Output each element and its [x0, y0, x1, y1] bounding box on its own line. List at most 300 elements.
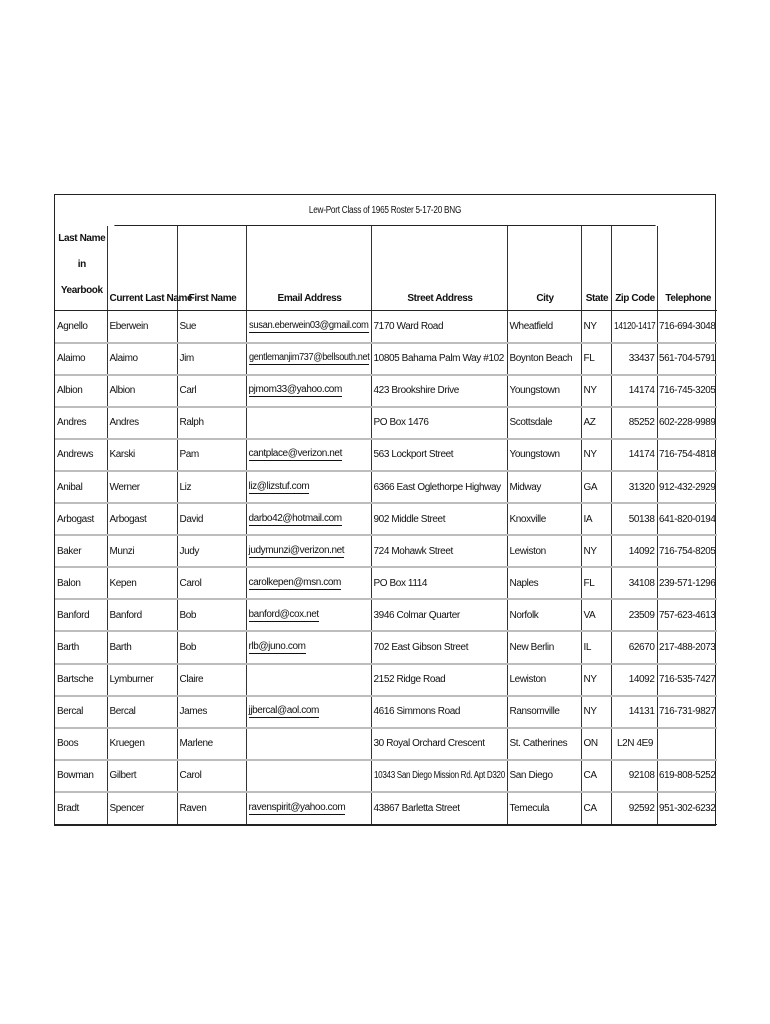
- cell-current-name-text: Karski: [109, 449, 135, 461]
- cell-zip-text: 14174: [628, 449, 655, 461]
- cell-first-name: [177, 471, 246, 503]
- cell-street-text: 10343 San Diego Mission Rd. Apt D320: [373, 770, 505, 782]
- cell-zip-text: 23509: [628, 609, 655, 621]
- cell-phone: [657, 471, 717, 503]
- cell-current-name: [107, 792, 177, 824]
- cell-first-name: [177, 728, 246, 760]
- cell-current-name: [107, 471, 177, 503]
- cell-yearbook-name: [55, 471, 107, 503]
- cell-first-name-text: Jim: [179, 353, 194, 365]
- cell-yearbook-name-text: Albion: [57, 385, 83, 397]
- cell-zip: [611, 599, 657, 631]
- cell-yearbook-name: [55, 696, 107, 728]
- cell-zip-text: L2N 4E9: [616, 738, 654, 750]
- cell-current-name: [107, 311, 177, 343]
- cell-zip-text: 50138: [628, 513, 655, 525]
- cell-email: [246, 760, 371, 792]
- cell-state: [581, 439, 611, 471]
- cell-phone: [657, 407, 717, 439]
- cell-zip: [611, 311, 657, 343]
- cell-street-text: 702 East Gibson Street: [373, 641, 469, 653]
- cell-first-name-text: Sue: [179, 320, 197, 332]
- cell-first-name-text: Ralph: [179, 417, 204, 429]
- cell-city: [507, 631, 581, 663]
- cell-current-name: [107, 535, 177, 567]
- cell-phone-text: 757-623-4613: [658, 609, 715, 621]
- cell-street-text: 4616 Simmons Road: [373, 706, 461, 718]
- cell-email: [246, 407, 371, 439]
- cell-yearbook-name: [55, 343, 107, 375]
- header-yearbook-name: Last Name in Yearbook: [55, 226, 107, 311]
- cell-first-name-text: Liz: [179, 481, 192, 493]
- cell-state-text: AZ: [583, 417, 596, 429]
- cell-email: [246, 631, 371, 663]
- cell-current-name: [107, 631, 177, 663]
- cell-first-name: [177, 599, 246, 631]
- cell-email: [246, 439, 371, 471]
- cell-city: [507, 503, 581, 535]
- cell-yearbook-name-text: Agnello: [57, 320, 88, 332]
- cell-state: [581, 599, 611, 631]
- cell-state-text: CA: [583, 802, 597, 814]
- table-row: [55, 311, 717, 343]
- cell-phone-text: 619-808-5252: [658, 770, 715, 782]
- cell-zip: [611, 792, 657, 824]
- cell-first-name: [177, 567, 246, 599]
- cell-zip: [611, 343, 657, 375]
- cell-phone-text: 716-754-8205: [658, 545, 715, 557]
- cell-zip-text: 33437: [628, 353, 655, 365]
- cell-phone-text: 239-571-1296: [658, 577, 715, 589]
- cell-yearbook-name: [55, 631, 107, 663]
- table-row: [55, 631, 717, 663]
- cell-first-name-text: David: [179, 513, 204, 525]
- email-link[interactable]: banford@cox.net: [248, 608, 319, 620]
- cell-first-name-text: Carl: [179, 385, 197, 397]
- cell-state-text: NY: [583, 385, 597, 397]
- roster-sheet: [54, 194, 716, 826]
- cell-zip-text: 85252: [628, 417, 655, 429]
- header-zip: Zip Code: [611, 226, 657, 311]
- cell-city-text: San Diego: [509, 770, 553, 782]
- cell-phone-text: 716-754-4818: [658, 449, 715, 461]
- cell-state: [581, 311, 611, 343]
- cell-phone-text: 716-694-3048: [658, 320, 715, 332]
- cell-street-text: 10805 Bahama Palm Way #102: [373, 353, 504, 365]
- cell-zip-text: 14120-1417: [613, 320, 655, 332]
- cell-yearbook-name: [55, 760, 107, 792]
- cell-phone: [657, 664, 717, 696]
- cell-city: [507, 311, 581, 343]
- cell-phone: [657, 760, 717, 792]
- cell-current-name: [107, 439, 177, 471]
- cell-phone-text: 716-745-3205: [658, 385, 715, 397]
- cell-state-text: NY: [583, 320, 597, 332]
- cell-yearbook-name: [55, 375, 107, 407]
- cell-street-text: 3946 Colmar Quarter: [373, 609, 460, 621]
- cell-email: [246, 664, 371, 696]
- cell-city: [507, 471, 581, 503]
- cell-city: [507, 407, 581, 439]
- email-link[interactable]: jjbercal@aol.com: [248, 705, 319, 717]
- cell-email: [246, 471, 371, 503]
- cell-yearbook-name-text: Andres: [57, 417, 87, 429]
- cell-first-name: [177, 664, 246, 696]
- cell-phone-text: 561-704-5791: [658, 353, 715, 365]
- cell-first-name-text: Raven: [179, 802, 207, 814]
- table-row: [55, 664, 717, 696]
- table-row: [55, 599, 717, 631]
- cell-zip-text: 92592: [628, 802, 655, 814]
- cell-city-text: Naples: [509, 577, 539, 589]
- cell-street: [371, 696, 507, 728]
- table-row: [55, 343, 717, 375]
- cell-first-name: [177, 503, 246, 535]
- email-link[interactable]: pjmom33@yahoo.com: [248, 384, 342, 396]
- cell-first-name: [177, 696, 246, 728]
- cell-state: [581, 696, 611, 728]
- cell-email: [246, 343, 371, 375]
- cell-current-name-text: Gilbert: [109, 770, 137, 782]
- cell-phone-text: 716-535-7427: [658, 674, 715, 686]
- cell-phone-text: 641-820-0194: [658, 513, 715, 525]
- cell-email: [246, 535, 371, 567]
- cell-city-text: Youngstown: [509, 385, 560, 397]
- cell-state: [581, 728, 611, 760]
- cell-zip: [611, 567, 657, 599]
- cell-city-text: Youngstown: [509, 449, 560, 461]
- cell-city: [507, 792, 581, 824]
- email-link[interactable]: darbo42@hotmail.com: [248, 512, 342, 524]
- header-city: City: [507, 226, 581, 311]
- email-link[interactable]: carolkepen@msn.com: [248, 576, 341, 588]
- table-row: [55, 471, 717, 503]
- table-row: [55, 407, 717, 439]
- cell-state-text: NY: [583, 545, 597, 557]
- cell-street: [371, 664, 507, 696]
- cell-yearbook-name-text: Bradt: [57, 802, 79, 814]
- email-link[interactable]: susan.eberwein03@gmail.com: [248, 319, 369, 331]
- cell-street: [371, 343, 507, 375]
- cell-first-name: [177, 375, 246, 407]
- table-row: [55, 535, 717, 567]
- table-row: [55, 760, 717, 792]
- roster-table: [55, 226, 717, 825]
- cell-first-name-text: Marlene: [179, 738, 213, 750]
- cell-street: [371, 599, 507, 631]
- roster-body: [55, 311, 717, 825]
- cell-state-text: NY: [583, 449, 597, 461]
- table-row: [55, 728, 717, 760]
- cell-email: [246, 728, 371, 760]
- cell-city: [507, 728, 581, 760]
- cell-first-name-text: Bob: [179, 609, 197, 621]
- cell-state: [581, 792, 611, 824]
- cell-first-name: [177, 439, 246, 471]
- cell-first-name-text: James: [179, 706, 207, 718]
- cell-zip-text: 92108: [628, 770, 655, 782]
- cell-current-name-text: Munzi: [109, 545, 135, 557]
- cell-yearbook-name-text: Boos: [57, 738, 79, 750]
- cell-zip-text: 62670: [628, 641, 655, 653]
- cell-current-name-text: Kruegen: [109, 738, 145, 750]
- cell-city-text: Wheatfield: [509, 320, 553, 332]
- cell-city: [507, 375, 581, 407]
- cell-state: [581, 567, 611, 599]
- cell-first-name-text: Judy: [179, 545, 200, 557]
- header-email: Email Address: [246, 226, 371, 311]
- cell-phone-text: 716-731-9827: [658, 706, 715, 718]
- cell-email: [246, 375, 371, 407]
- cell-state: [581, 375, 611, 407]
- cell-yearbook-name-text: Baker: [57, 545, 82, 557]
- cell-current-name: [107, 503, 177, 535]
- cell-street: [371, 503, 507, 535]
- cell-zip: [611, 375, 657, 407]
- table-row: [55, 792, 717, 824]
- cell-state: [581, 407, 611, 439]
- table-row: [55, 567, 717, 599]
- cell-street-text: PO Box 1476: [373, 417, 429, 429]
- cell-city-text: Lewiston: [509, 545, 546, 557]
- cell-first-name: [177, 343, 246, 375]
- cell-yearbook-name-text: Bartsche: [57, 674, 94, 686]
- cell-zip-text: 14174: [628, 385, 655, 397]
- cell-state: [581, 503, 611, 535]
- header-street: Street Address: [371, 226, 507, 311]
- cell-phone: [657, 599, 717, 631]
- cell-zip: [611, 696, 657, 728]
- cell-yearbook-name-text: Anibal: [57, 481, 83, 493]
- cell-state: [581, 343, 611, 375]
- cell-state-text: NY: [583, 706, 597, 718]
- cell-yearbook-name-text: Arbogast: [57, 513, 94, 525]
- cell-street: [371, 728, 507, 760]
- cell-street-text: PO Box 1114: [373, 577, 428, 589]
- cell-street-text: 30 Royal Orchard Crescent: [373, 738, 485, 750]
- cell-phone-text: 912-432-2929: [658, 481, 715, 493]
- cell-city-text: Ransomville: [509, 706, 560, 718]
- cell-phone: [657, 439, 717, 471]
- cell-current-name: [107, 375, 177, 407]
- cell-city-text: St. Catherines: [509, 738, 568, 750]
- cell-first-name-text: Bob: [179, 641, 197, 653]
- header-phone: Telephone: [657, 226, 717, 311]
- cell-city: [507, 343, 581, 375]
- cell-zip-text: 34108: [628, 577, 655, 589]
- cell-phone-text: 602-228-9989: [658, 417, 715, 429]
- cell-city-text: Temecula: [509, 802, 550, 814]
- cell-zip-text: 14092: [628, 674, 655, 686]
- cell-yearbook-name: [55, 407, 107, 439]
- cell-yearbook-name: [55, 664, 107, 696]
- cell-street: [371, 439, 507, 471]
- cell-zip: [611, 760, 657, 792]
- cell-current-name: [107, 343, 177, 375]
- cell-yearbook-name: [55, 567, 107, 599]
- cell-street-text: 724 Mohawk Street: [373, 545, 453, 557]
- cell-state-text: IA: [583, 513, 593, 525]
- cell-current-name-text: Alaimo: [109, 353, 138, 365]
- email-link[interactable]: rlb@juno.com: [248, 640, 306, 652]
- table-row: [55, 439, 717, 471]
- cell-phone-text: 217-488-2073: [658, 641, 715, 653]
- cell-city: [507, 535, 581, 567]
- cell-street: [371, 631, 507, 663]
- cell-current-name-text: Werner: [109, 481, 140, 493]
- cell-yearbook-name: [55, 503, 107, 535]
- email-link[interactable]: liz@lizstuf.com: [248, 480, 310, 492]
- table-row: [55, 503, 717, 535]
- cell-current-name: [107, 567, 177, 599]
- cell-first-name: [177, 792, 246, 824]
- cell-phone: [657, 631, 717, 663]
- cell-yearbook-name-text: Balon: [57, 577, 81, 589]
- cell-street-text: 2152 Ridge Road: [373, 674, 446, 686]
- cell-state-text: ON: [583, 738, 598, 750]
- cell-first-name: [177, 535, 246, 567]
- cell-current-name: [107, 664, 177, 696]
- cell-state: [581, 664, 611, 696]
- cell-current-name-text: Bercal: [109, 706, 136, 718]
- cell-city-text: Lewiston: [509, 674, 546, 686]
- cell-current-name: [107, 760, 177, 792]
- cell-first-name-text: Carol: [179, 577, 202, 589]
- email-link[interactable]: cantplace@verizon.net: [248, 448, 342, 460]
- cell-yearbook-name: [55, 599, 107, 631]
- cell-email: [246, 599, 371, 631]
- cell-current-name-text: Albion: [109, 385, 135, 397]
- email-link[interactable]: judymunzi@verizon.net: [248, 544, 345, 556]
- cell-street-text: 43867 Barletta Street: [373, 802, 460, 814]
- cell-current-name-text: Lymburner: [109, 674, 154, 686]
- cell-yearbook-name: [55, 439, 107, 471]
- cell-zip-text: 14092: [628, 545, 655, 557]
- cell-city-text: Scottsdale: [509, 417, 553, 429]
- email-link[interactable]: ravenspirit@yahoo.com: [248, 801, 346, 813]
- cell-yearbook-name: [55, 728, 107, 760]
- cell-state-text: GA: [583, 481, 598, 493]
- cell-yearbook-name-text: Bercal: [57, 706, 83, 718]
- cell-street: [371, 407, 507, 439]
- cell-city: [507, 664, 581, 696]
- cell-first-name-text: Pam: [179, 449, 199, 461]
- cell-zip: [611, 503, 657, 535]
- cell-phone: [657, 567, 717, 599]
- cell-yearbook-name-text: Barth: [57, 641, 79, 653]
- cell-phone: [657, 311, 717, 343]
- cell-phone: [657, 792, 717, 824]
- cell-current-name-text: Spencer: [109, 802, 144, 814]
- cell-street: [371, 535, 507, 567]
- cell-city-text: Norfolk: [509, 609, 539, 621]
- cell-state: [581, 535, 611, 567]
- cell-city-text: Boynton Beach: [509, 353, 573, 365]
- cell-street-text: 7170 Ward Road: [373, 320, 444, 332]
- cell-city-text: New Berlin: [509, 641, 554, 653]
- cell-zip-text: 31320: [628, 481, 655, 493]
- cell-email: [246, 792, 371, 824]
- cell-current-name: [107, 728, 177, 760]
- cell-street: [371, 375, 507, 407]
- roster-title: Lew-Port Class of 1965 Roster 5-17-20 BNG: [114, 195, 655, 226]
- cell-city: [507, 439, 581, 471]
- cell-yearbook-name-text: Banford: [57, 609, 90, 621]
- cell-first-name: [177, 311, 246, 343]
- cell-email: [246, 567, 371, 599]
- cell-street-text: 563 Lockport Street: [373, 449, 454, 461]
- cell-state-text: CA: [583, 770, 597, 782]
- cell-phone: [657, 728, 717, 760]
- cell-state-text: VA: [583, 609, 596, 621]
- cell-yearbook-name-text: Andrews: [57, 449, 94, 461]
- cell-first-name: [177, 760, 246, 792]
- cell-phone: [657, 375, 717, 407]
- table-row: [55, 375, 717, 407]
- cell-city: [507, 599, 581, 631]
- cell-state-text: FL: [583, 353, 595, 365]
- cell-state: [581, 631, 611, 663]
- cell-first-name: [177, 407, 246, 439]
- cell-zip: [611, 631, 657, 663]
- cell-city: [507, 696, 581, 728]
- cell-street-text: 6366 East Oglethorpe Highway: [373, 481, 501, 493]
- cell-current-name: [107, 696, 177, 728]
- cell-zip-text: 14131: [628, 706, 655, 718]
- header-first-name: First Name: [177, 226, 246, 311]
- cell-current-name: [107, 407, 177, 439]
- cell-street-text: 423 Brookshire Drive: [373, 385, 459, 397]
- cell-state: [581, 471, 611, 503]
- cell-state-text: IL: [583, 641, 592, 653]
- cell-phone: [657, 503, 717, 535]
- header-state: State: [581, 226, 611, 311]
- cell-phone: [657, 696, 717, 728]
- cell-street: [371, 471, 507, 503]
- cell-current-name-text: Eberwein: [109, 320, 148, 332]
- cell-street: [371, 567, 507, 599]
- cell-current-name-text: Barth: [109, 641, 132, 653]
- cell-zip: [611, 407, 657, 439]
- header-current-name: Current Last Name: [107, 226, 177, 311]
- cell-current-name: [107, 599, 177, 631]
- cell-city: [507, 567, 581, 599]
- cell-yearbook-name-text: Alaimo: [57, 353, 86, 365]
- table-row: [55, 696, 717, 728]
- cell-state-text: FL: [583, 577, 595, 589]
- cell-yearbook-name-text: Bowman: [57, 770, 94, 782]
- cell-city: [507, 760, 581, 792]
- cell-city-text: Knoxville: [509, 513, 546, 525]
- email-link[interactable]: gentlemanjim737@bellsouth.net: [248, 352, 369, 364]
- cell-first-name-text: Claire: [179, 674, 204, 686]
- cell-zip: [611, 728, 657, 760]
- cell-phone: [657, 535, 717, 567]
- cell-state-text: NY: [583, 674, 597, 686]
- cell-zip: [611, 664, 657, 696]
- cell-yearbook-name: [55, 792, 107, 824]
- cell-email: [246, 696, 371, 728]
- cell-first-name-text: Carol: [179, 770, 202, 782]
- cell-zip: [611, 535, 657, 567]
- cell-phone-text: 951-302-6232: [658, 802, 715, 814]
- cell-first-name: [177, 631, 246, 663]
- cell-zip: [611, 471, 657, 503]
- cell-phone: [657, 343, 717, 375]
- cell-current-name-text: Banford: [109, 609, 142, 621]
- cell-street: [371, 792, 507, 824]
- cell-current-name-text: Kepen: [109, 577, 137, 589]
